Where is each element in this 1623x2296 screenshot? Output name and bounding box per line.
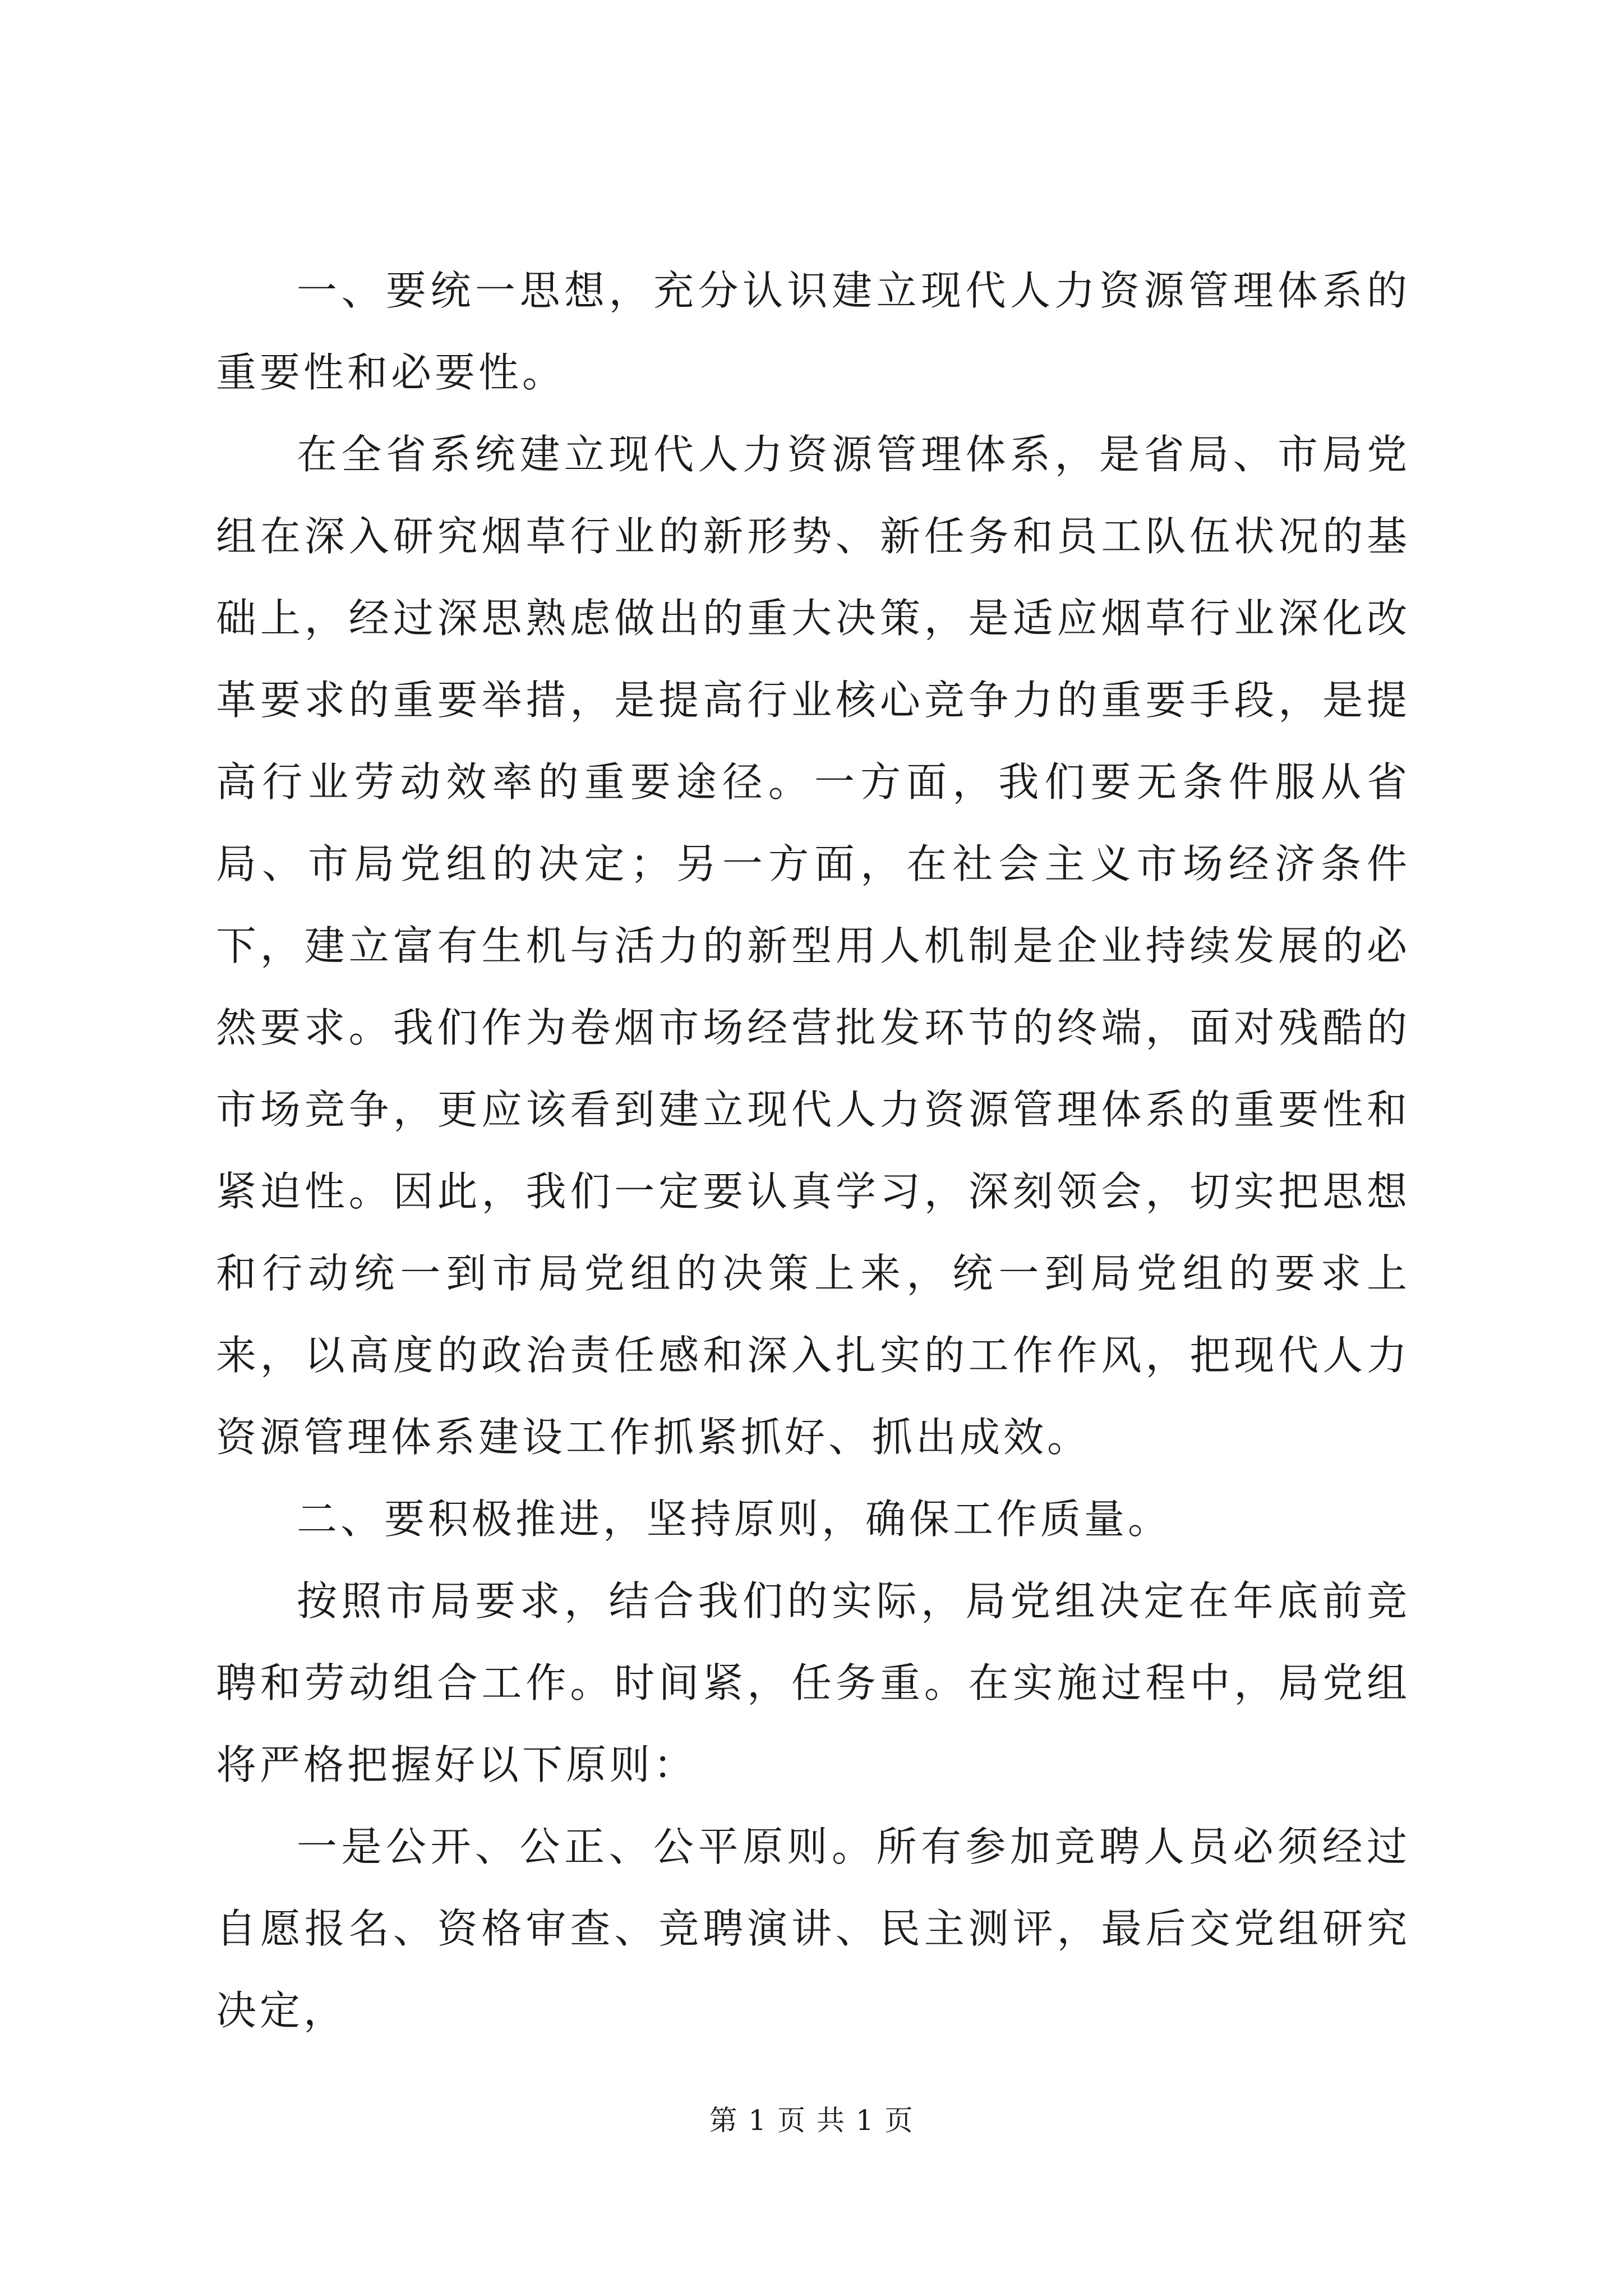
paragraph-body-2: 按照市局要求，结合我们的实际，局党组决定在年底前竞聘和劳动组合工作。时间紧，任务重。在实施过程中，局党组将严格把握好以下原则： [216, 1577, 1410, 1788]
paragraph-body-1: 在全省系统建立现代人力资源管理体系，是省局、市局党组在深入研究烟草行业的新形势、新任务和员工队伍状况的基础上，经过深思熟虑做出的重大决策，是适应烟草行业深化改革要求的重要举措，是提高行业核心竞争力的重要手段，是提高行业劳动效率的重要途径。一方面，我们要无条件服从省局、市局党组的决定；另一方面，在社会主义市场经济条件下，建立富有生机与活力的新型用人机制是企业持续发展的必然要求。我们作为卷烟市场经营批发环节的终端，面对残酷的市场竞争，更应该看到建立现代人力资源管理体系的重要性和紧迫性。因此，我们一定要认真学习，深刻领会，切实把思想和行动统一到市局党组的决策上来，统一到局党组的要求上来，以高度的政治责任感和深入扎实的工作作风，把现代人力资源管理体系建设工作抓紧抓好、抓出成效。 [216, 431, 1410, 1461]
page-number-footer: 第 1 页 共 1 页 [709, 2104, 914, 2137]
document-body [216, 250, 1410, 2051]
paragraph-heading-1: 一、要统一思想，充分认识建立现代人力资源管理体系的重要性和必要性。 [216, 267, 1410, 396]
paragraph-heading-2: 二、要积极推进，坚持原则，确保工作质量。 [297, 1496, 1172, 1543]
paragraph-body-3: 一是公开、公正、公平原则。所有参加竞聘人员必须经过自愿报名、资格审查、竞聘演讲、民主测评，最后交党组研究决定， [216, 1823, 1410, 2034]
